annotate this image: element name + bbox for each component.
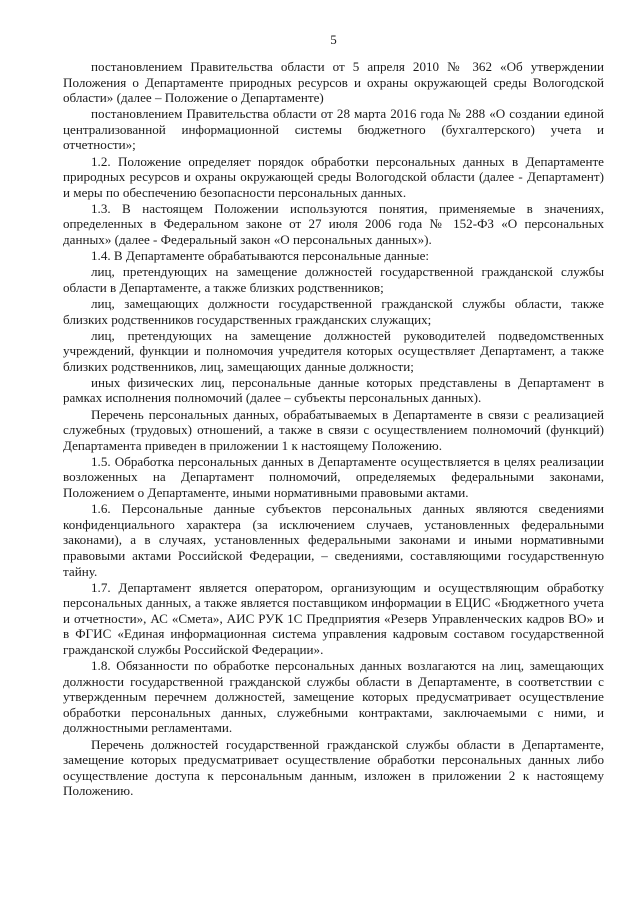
paragraph-1-7: 1.7. Департамент является оператором, организующим и осуществляющим обработку персональных данных, а также является поставщиком информации в ЕЦИС «Бюджетного учета и отчетности», АС «Смета», АИС РУК 1С Предприятия «Резерв Управленческих кадров ВО» и в ФГИС «Единая информационная система управления кадровым составом государственной гражданской службы Российской Федерации». [63, 579, 604, 657]
paragraph-1-5: 1.5. Обработка персональных данных в Департаменте осуществляется в целях реализации возложенных на Департамент полномочий, определяемых федеральными законами, Положением о Департаменте, иными нормативными правовыми актами. [63, 453, 604, 501]
paragraph-1-3: 1.3. В настоящем Положении используются понятия, применяемые в значениях, определенных в Федеральном законе от 27 июля 2006 года № 152-ФЗ «О персональных данных» (далее - Федеральный закон «О персональных данных»). [63, 200, 604, 248]
paragraph-1-8: 1.8. Обязанности по обработке персональных данных возлагаются на лиц, замещающих должности государственной гражданской службы области в Департаменте, в соответствии с утвержденным перечнем должностей, замещение которых предусматривает осуществление обработки персональных данных, служебными контрактами, заключаемыми с ними, и должностными регламентами. [63, 658, 604, 736]
paragraph-1-2: 1.2. Положение определяет порядок обработки персональных данных в Департаменте природных ресурсов и охраны окружающей среды Вологодской области (далее - Департамент) и меры по обеспечению безопасности персональных данных. [63, 153, 604, 200]
paragraph-civil-servants: лиц, замещающих должности государственной гражданской службы области, также близких родственников государственных гражданских служащих; [63, 295, 604, 327]
paragraph-institution-heads: лиц, претендующих на замещение должностей руководителей подведомственных учреждений, функции и полномочия учредителя которых осуществляет Департамент, а также близких родственников, лиц, замещающих данные должности; [63, 327, 604, 374]
paragraph-candidates: лиц, претендующих на замещение должностей государственной гражданской службы области в Департаменте, а также близких родственников; [63, 264, 604, 295]
paragraph-other-persons: иных физических лиц, персональные данные которых представлены в Департамент в рамках исполнения полномочий (далее – субъекты персональных данных). [63, 374, 604, 406]
paragraph-list-appendix-1: Перечень персональных данных, обрабатываемых в Департаменте в связи с реализацией служебных (трудовых) отношений, а также в связи с осуществлением полномочий (функций) Департамента приведен в приложении 1 к настоящему Положению. [63, 406, 604, 453]
paragraph-1-4: 1.4. В Департаменте обрабатываются персональные данные: [91, 248, 430, 264]
paragraph-decree-362: постановлением Правительства области от 5 апреля 2010 № 362 «Об утверждении Положения о Департаменте природных ресурсов и охраны окружающей среды Вологодской области» (далее – Положение о Департаменте) [63, 59, 604, 106]
page-number: 5 [330, 32, 337, 47]
paragraph-1-6: 1.6. Персональные данные субъектов персональных данных являются сведениями конфиденциального характера (за исключением случаев, установленных федеральными законами), а в случаях, установленных федеральными законами и иными нормативными правовыми актами Российской Федерации, – сведениями, составляющими государственную тайну. [63, 501, 604, 579]
paragraph-decree-288: постановлением Правительства области от 28 марта 2016 года № 288 «О создании единой централизованной информационной системы бюджетного (бухгалтерского) учета и отчетности»; [63, 106, 604, 153]
paragraph-list-appendix-2: Перечень должностей государственной гражданской службы области в Департаменте, замещение которых предусматривает осуществление обработки персональных данных либо осуществление доступа к персональным данным, изложен в приложении 2 к настоящему Положению. [63, 736, 604, 799]
